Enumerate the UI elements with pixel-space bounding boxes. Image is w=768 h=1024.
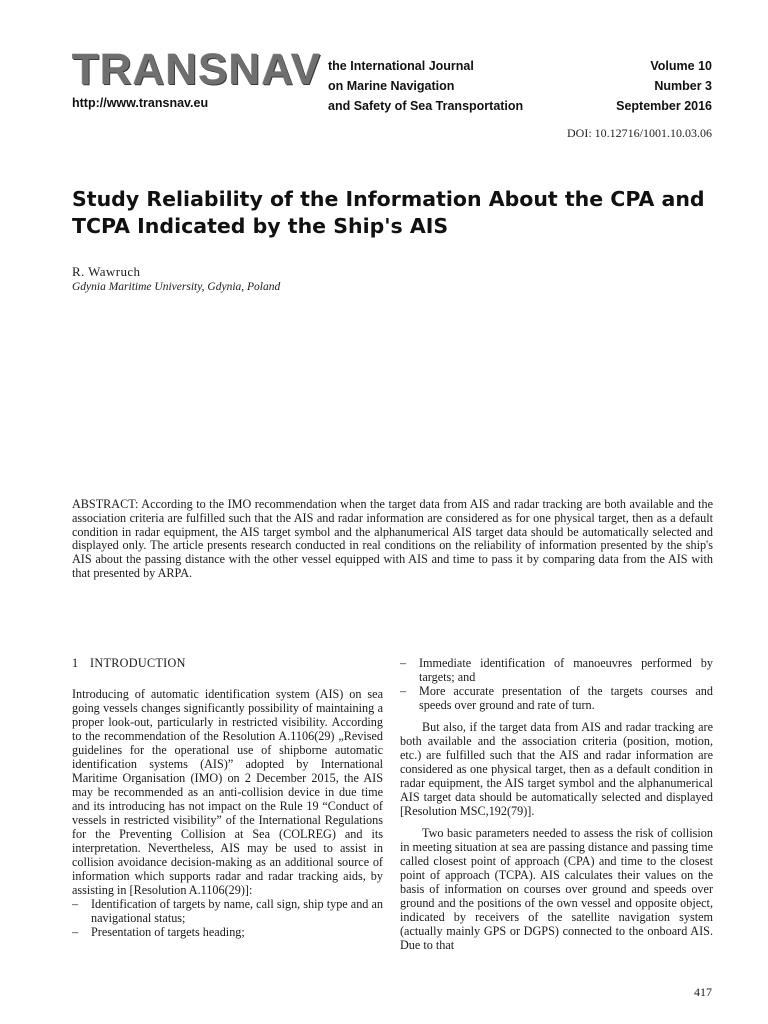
journal-name (328, 56, 523, 116)
paragraph: But also, if the target data from AIS and radar tracking are both available and the association criteria (position, motion, etc.) are fulfilled such that the AIS and radar information are considered as one physical target, then as a default condition in radar equipment, the AIS target symbol and the alphanumerical AIS target data should be automatically selected and displayed [Resolution MSC,192(79)]. (400, 720, 713, 818)
article-title: Study Reliability of the Information About the CPA and TCPA Indicated by the Ship's AIS (72, 187, 705, 238)
paragraph: Introducing of automatic identification system (AIS) on sea going vessels changes significantly possibility of maintaining a proper look-out, particularly in restricted visibility. According to the recommendation of the Resolution A.1106(29) „Revised guidelines for the operational use of shipborne automatic identification systems (AIS)” adopted by International Maritime Organisation (IMO) on 2 December 2015, the AIS may be recommended as an anti-collision device in due time and its introducing has not impact on the Rule 19 “Conduct of vessels in restricted visibility” of the International Regulations for the Preventing Collision at Sea (COLREG) and its interpretation. Nevertheless, AIS may be used to assist in collision avoidance decision-making as an additional source of information which supports radar and radar tracking aids, by assisting in [Resolution A.1106(29)]: (72, 687, 383, 897)
issue-info (616, 56, 712, 116)
page-number: 417 (694, 985, 712, 999)
issue-date: September 2016 (616, 99, 712, 113)
list-item: – Immediate identification of manoeuvres performed by targets; and (400, 656, 713, 684)
paragraph: Two basic parameters needed to assess the risk of collision in meeting situation at sea are passing distance and passing time called closest point of approach (CPA) and time to the closest point of approach (TCPA). AIS calculates their values on the basis of information on courses over ground and speeds over ground and the positions of the own vessel and opposite object, indicated by receivers of the satellite navigation system (actually mainly GPS or DGPS) connected to the onboard AIS. Due to that (400, 826, 713, 952)
journal-logo (72, 42, 330, 98)
journal-line: the International Journal (328, 59, 474, 73)
bullet-list (72, 897, 383, 939)
abstract: ABSTRACT: According to the IMO recommendation when the target data from AIS and radar tracking are both available and the association criteria are fulfilled such that the AIS and radar information are considered as for one physical target, then as a default condition in radar equipment, the AIS target symbol and the alphanumerical AIS target data should be automatically selected and displayed only. The article presents research conducted in real conditions on the reliability of information presented by the ship's AIS about the passing distance with the other vessel equipped with AIS and time to pass it by comparing data from the AIS with that presented by ARPA. (72, 497, 713, 580)
section-number: 1 (72, 656, 79, 670)
journal-url[interactable]: http://www.transnav.eu (72, 96, 209, 110)
section-title: INTRODUCTION (90, 656, 186, 670)
volume: Volume 10 (650, 59, 712, 73)
list-item: – Presentation of targets heading; (72, 925, 383, 939)
issue-number: Number 3 (654, 79, 712, 93)
doi[interactable]: DOI: 10.12716/1001.10.03.06 (567, 126, 712, 140)
journal-line: on Marine Navigation (328, 79, 455, 93)
journal-line: and Safety of Sea Transportation (328, 99, 524, 113)
logo-text: TRANSNAV (72, 45, 322, 94)
bullet-list (400, 656, 713, 712)
author: R. Wawruch (72, 264, 141, 279)
right-column (400, 656, 713, 952)
list-item: – Identification of targets by name, call sign, ship type and an navigational status; (72, 897, 383, 925)
left-column (72, 656, 383, 939)
section-heading (72, 656, 383, 670)
list-item: – More accurate presentation of the targets courses and speeds over ground and rate of turn. (400, 684, 713, 712)
affiliation: Gdynia Maritime University, Gdynia, Poland (72, 281, 281, 293)
